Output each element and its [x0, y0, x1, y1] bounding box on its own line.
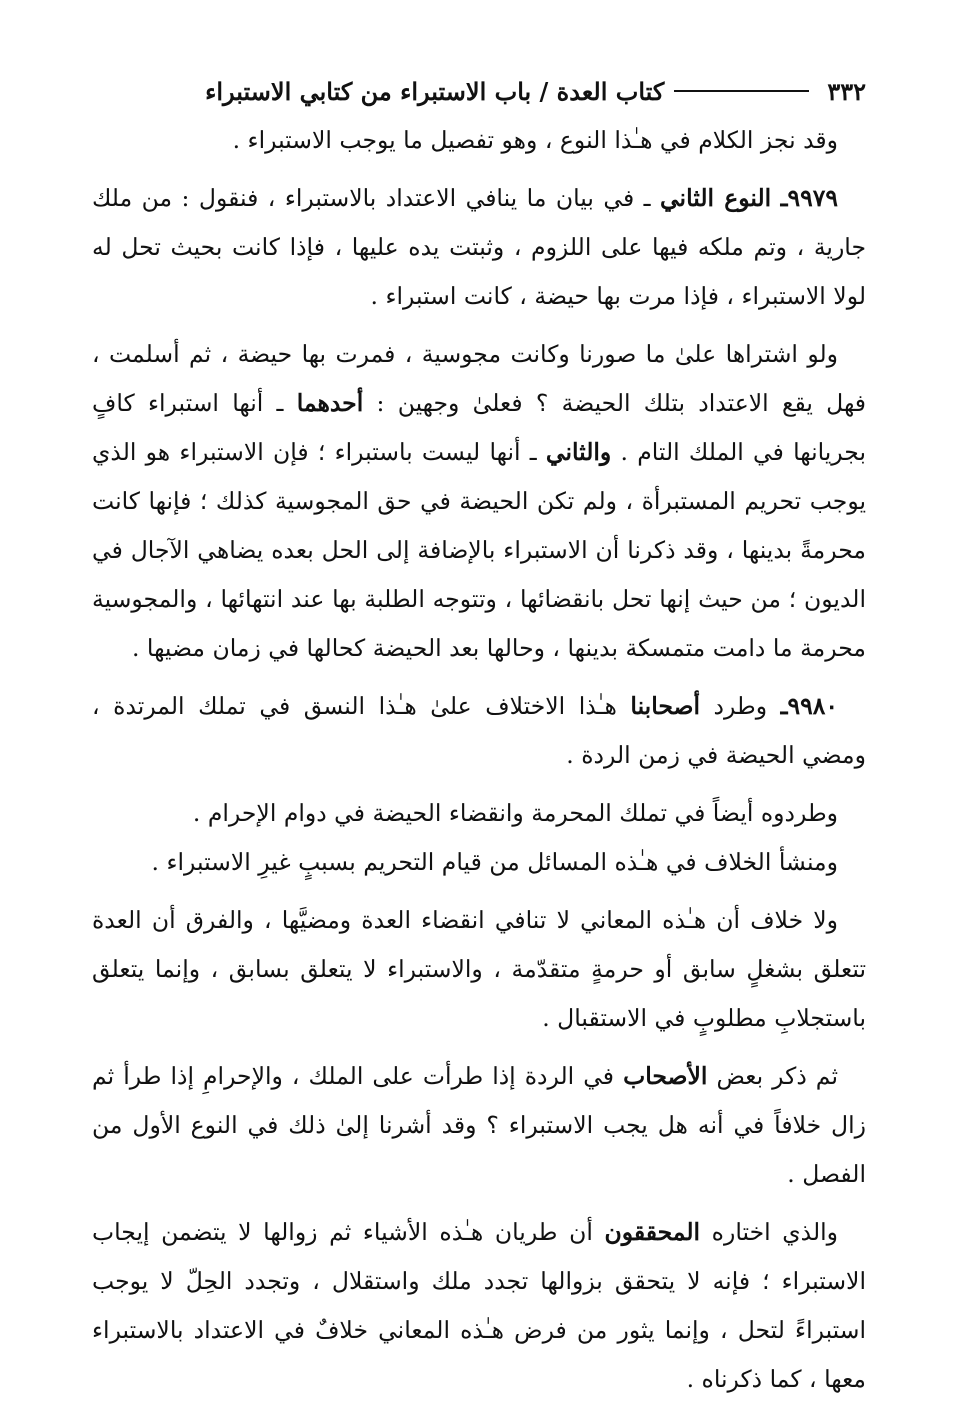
paragraph-text: ثم ذكر بعض — [707, 1062, 838, 1090]
bold-term: المحققون — [604, 1218, 701, 1246]
bold-term: الأصحاب — [623, 1062, 708, 1090]
paragraph-8 — [92, 1052, 866, 1199]
paragraph-1 — [92, 116, 866, 165]
paragraph-text: والذي اختاره — [700, 1218, 838, 1246]
bold-term-second: والثاني — [545, 438, 612, 466]
paragraph-text: في الردة إذا طرأت على الملك ، والإحرامِ إذا طرأ ثم زال خلافاً في أنه هل يجب الاستبراء ؟ وقد أشرنا إلىٰ ذلك في النوع الأول من الفصل . — [92, 1062, 866, 1188]
paragraph-text: وطردوه أيضاً في تملك المحرمة وانقضاء الحيضة في دوام الإحرام . — [192, 799, 838, 827]
paragraph-text: وطرد — [700, 692, 781, 720]
paragraph-text: وقد نجز الكلام في هـٰذا النوع ، وهو تفصيل ما يوجب الاستبراء . — [232, 126, 838, 154]
issue-number: ٩٩٨٠ـ — [780, 692, 838, 720]
paragraph-text: ومنشأ الخلاف في هـٰذه المسائل من قيام التحريم بسببٍ غيرِ الاستبراء . — [151, 848, 838, 876]
paragraph-text: ـ أنها ليست باستبراء ؛ فإن الاستبراء هو الذي يوجب تحريم المستبرأة ، ولم تكن الحيضة في حق المجوسية كذلك ؛ فإنها كانت محرمةً بدينها ، وقد ذكرنا أن الاستبراء بالإضافة إلى الحل بعده يضاهي الآجال في الديون ؛ من حيث إنها تحل بانقضائها ، وتتوجه الطلبة بها عند انتهائها ، والمجوسية محرمة ما دامت متمسكة بدينها ، وحالها بعد الحيضة كحالها في زمان مضيها . — [92, 438, 866, 662]
paragraph-text: ـ في بيان ما ينافي الاعتداد بالاستبراء ، فنقول : من ملك جارية ، وتم ملكه فيها على اللزوم ، وثبتت يده عليها ، فإذا كانت بحيث تحل له لولا الاستبراء ، فإذا مرت بها حيضة ، كانت استبراء . — [92, 184, 866, 310]
page-number: ٣٣٢ — [827, 76, 866, 106]
paragraph-9 — [92, 1208, 866, 1404]
paragraph-text: ولا خلاف أن هـٰذه المعاني لا تنافي انقضاء العدة ومضيَّها ، والفرق أن العدة تتعلق بشغلٍ سابق أو حرمةٍ متقدّمة ، والاستبراء لا يتعلق بسابق ، وإنما يتعلق باستجلابِ مطلوبٍ في الاستقبال . — [92, 906, 866, 1032]
issue-number: ٩٩٧٩ـ — [780, 184, 838, 212]
header-rule — [674, 90, 809, 92]
paragraph-9979 — [92, 174, 866, 321]
paragraph-text: أن طريان هـٰذه الأشياء ثم زوالها لا يتضمن إيجاب الاستبراء ؛ فإنه لا يتحقق بزوالها تجدد ملك واستقلال ، وتجدد الحِلّ لا يوجب استبراءً لتحل ، وإنما يثور من فرض هـٰذه المعاني خلافٌ في الاعتداد بالاستبراء معها ، كما ذكرناه . — [92, 1218, 866, 1393]
paragraph-text: هـٰذا الاختلاف علىٰ هـٰذا النسق في تملك المرتدة ، ومضي الحيضة في زمن الردة . — [92, 692, 866, 769]
paragraph-7 — [92, 896, 866, 1043]
bold-term: أصحابنا — [630, 692, 701, 720]
paragraph-9980 — [92, 682, 866, 780]
running-header — [92, 66, 866, 116]
paragraph-text: ـ أنها استبراء كافٍ بجريانها في الملك التام . — [92, 389, 866, 466]
section-heading: النوع الثاني — [659, 184, 772, 212]
paragraph-3 — [92, 330, 866, 673]
paragraph-6 — [92, 838, 866, 887]
bold-term-first: أحدهما — [296, 389, 364, 417]
running-title: كتاب العدة / باب الاستبراء من كتابي الاستبراء — [205, 76, 665, 106]
paragraph-text: ولو اشتراها علىٰ ما صورنا وكانت مجوسية ، فمرت بها حيضة ، ثم أسلمت ، فهل يقع الاعتداد بتلك الحيضة ؟ فعلىٰ وجهين : — [92, 340, 867, 417]
paragraph-5 — [92, 789, 866, 838]
